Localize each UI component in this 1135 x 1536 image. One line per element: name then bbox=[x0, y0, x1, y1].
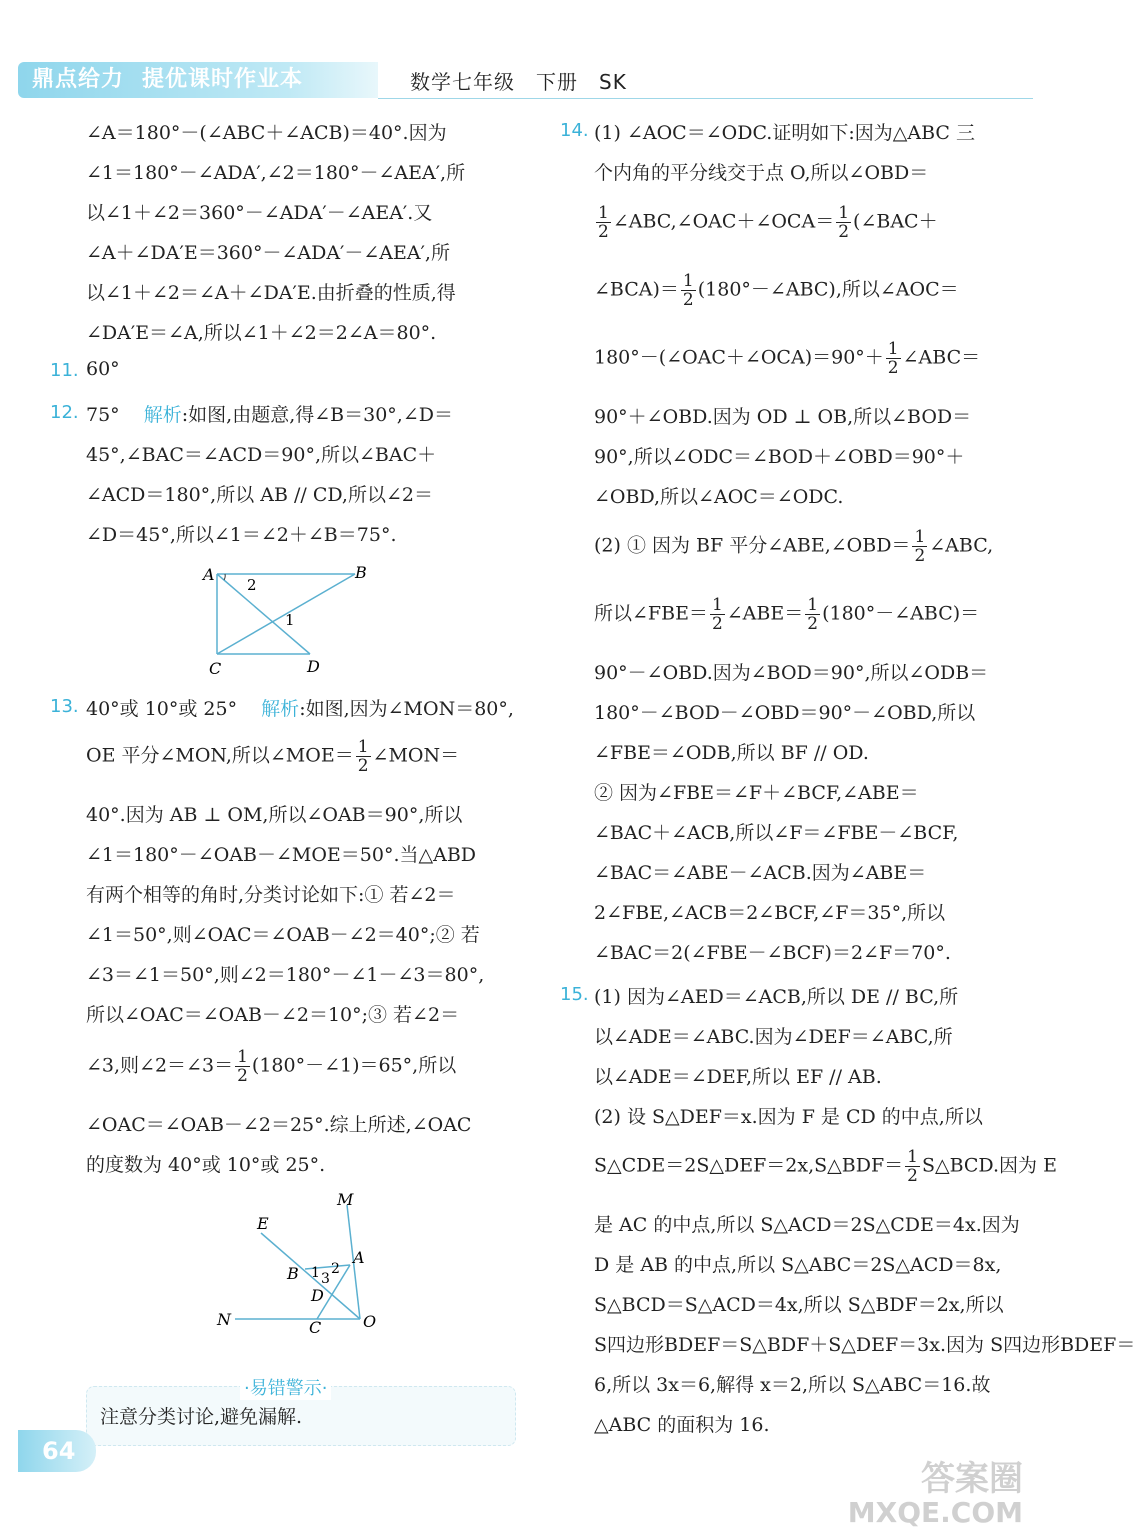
q15-line-6: 是 AC 的中点,所以 S△ACD＝2S△CDE＝4x.因为 bbox=[594, 1214, 1020, 1236]
q15-line-5 bbox=[594, 1148, 1057, 1185]
q14-line-11: 90°－∠OBD.因为∠BOD＝90°,所以∠ODB＝ bbox=[594, 662, 989, 684]
q13-line-9b: (180°－∠1)＝65°,所以 bbox=[251, 1054, 457, 1077]
fig12-label-b: B bbox=[355, 563, 367, 582]
q12-line-2: 45°,∠BAC＝∠ACD＝90°,所以∠BAC＋ bbox=[86, 444, 437, 466]
q14-line-4 bbox=[594, 272, 959, 309]
q10-line-3: 以∠1＋∠2＝360°－∠ADA′－∠AEA′.又 bbox=[86, 202, 433, 224]
q13-line-10: ∠OAC＝∠OAB－∠2＝25°.综上所述,∠OAC bbox=[86, 1114, 472, 1136]
watermark-line-1: 答案圈 bbox=[921, 1459, 1023, 1499]
q13-line-9a: ∠3,则∠2＝∠3＝ bbox=[86, 1054, 234, 1077]
fraction-half: $\frac{1}{2}$ bbox=[838, 203, 850, 242]
banner-brand: 鼎点给力 bbox=[32, 67, 125, 92]
fig12-label-c: C bbox=[209, 659, 222, 678]
fig13-label-1: 1 bbox=[311, 1265, 320, 1281]
q15-line-5a: S△CDE＝2S△DEF＝2x,S△BDF＝ bbox=[594, 1154, 904, 1177]
q14-line-6: 90°＋∠OBD.因为 OD ⊥ OB,所以∠BOD＝ bbox=[594, 406, 972, 428]
fig13-label-d: D bbox=[311, 1286, 324, 1305]
q14-line-8: ∠OBD,所以∠AOC＝∠ODC. bbox=[594, 486, 844, 508]
fraction-half: $\frac{1}{2}$ bbox=[887, 339, 899, 378]
warning-text: 注意分类讨论,避免漏解. bbox=[100, 1406, 303, 1428]
q14-line-3b: (∠BAC＋ bbox=[853, 210, 938, 233]
q14-line-13: ∠FBE＝∠ODB,所以 BF // OD. bbox=[594, 742, 869, 764]
q13-answer: 40°或 10°或 25° bbox=[86, 698, 238, 720]
q10-line-6: ∠DA′E＝∠A,所以∠1＋∠2＝2∠A＝80°. bbox=[86, 322, 437, 344]
q14-line-5 bbox=[594, 340, 980, 377]
header-divider bbox=[378, 98, 1033, 99]
q13-line-6: ∠1＝50°,则∠OAC＝∠OAB－∠2＝40°;② 若 bbox=[86, 924, 480, 946]
q14-line-10c: (180°－∠ABC)＝ bbox=[822, 602, 980, 625]
fig12-label-a: A bbox=[203, 565, 215, 584]
banner-subtitle: 提优课时作业本 bbox=[142, 67, 304, 92]
q10-line-2: ∠1＝180°－∠ADA′,∠2＝180°－∠AEA′,所 bbox=[86, 162, 466, 184]
q13-line-2 bbox=[86, 738, 459, 775]
q11-answer: 60° bbox=[86, 358, 120, 380]
q14-line-2: 个内角的平分线交于点 O,所以∠OBD＝ bbox=[594, 162, 929, 184]
q15-line-9: S四边形BDEF＝S△BDF＋S△DEF＝3x.因为 S四边形BDEF＝ bbox=[594, 1334, 1135, 1356]
fig12-label-d: D bbox=[307, 657, 320, 676]
q14-line-9a: (2) ① 因为 BF 平分∠ABE,∠OBD＝ bbox=[594, 534, 911, 557]
q12-line-4: ∠D＝45°,所以∠1＝∠2＋∠B＝75°. bbox=[86, 524, 397, 546]
q15-line-7: D 是 AB 的中点,所以 S△ABC＝2S△ACD＝8x, bbox=[594, 1254, 1002, 1276]
q14-line-10b: ∠ABE＝ bbox=[726, 602, 804, 625]
q14-line-9 bbox=[594, 528, 993, 565]
fig13-label-3: 3 bbox=[321, 1271, 330, 1287]
fraction-half: $\frac{1}{2}$ bbox=[598, 203, 609, 242]
fraction-half: $\frac{1}{2}$ bbox=[907, 1147, 918, 1186]
q13-first-line bbox=[86, 694, 514, 721]
q14-line-10 bbox=[594, 596, 979, 633]
q15-line-5b: S△BCD.因为 E bbox=[921, 1154, 1057, 1177]
q15-line-3: 以∠ADE＝∠DEF,所以 EF // AB. bbox=[594, 1066, 882, 1088]
q14-line-12: 180°－∠BOD－∠OBD＝90°－∠OBD,所以 bbox=[594, 702, 976, 724]
page-header bbox=[0, 0, 1033, 100]
q14-line-5b: ∠ABC＝ bbox=[902, 346, 981, 369]
q12-answer: 75° bbox=[86, 404, 120, 426]
q14-line-14: ② 因为∠FBE＝∠F＋∠BCF,∠ABE＝ bbox=[594, 782, 919, 804]
q15-line-10: 6,所以 3x＝6,解得 x＝2,所以 S△ABC＝16.故 bbox=[594, 1374, 991, 1396]
q14-line-3a: ∠ABC,∠OAC＋∠OCA＝ bbox=[612, 210, 835, 233]
q11-number: 11. bbox=[50, 360, 79, 381]
q15-line-4: (2) 设 S△DEF＝x.因为 F 是 CD 的中点,所以 bbox=[594, 1106, 983, 1128]
q14-line-5a: 180°－(∠OAC＋∠OCA)＝90°＋ bbox=[594, 346, 884, 369]
q12-analysis-label: 解析 bbox=[143, 404, 182, 426]
q13-figure bbox=[205, 1185, 405, 1335]
q13-line-9 bbox=[86, 1048, 456, 1085]
q15-line-8: S△BCD＝S△ACD＝4x,所以 S△BDF＝2x,所以 bbox=[594, 1294, 1004, 1316]
q13-analysis-label: 解析 bbox=[261, 698, 300, 720]
fraction-half: $\frac{1}{2}$ bbox=[357, 737, 369, 776]
q14-line-4a: ∠BCA)＝ bbox=[594, 278, 679, 301]
fig13-label-o: O bbox=[363, 1312, 377, 1331]
watermark-line-2: MXQE.COM bbox=[847, 1496, 1023, 1529]
q12-line-1: :如图,由题意,得∠B＝30°,∠D＝ bbox=[181, 404, 453, 426]
q15-line-1: (1) 因为∠AED＝∠ACB,所以 DE // BC,所 bbox=[594, 986, 959, 1008]
q12-number: 12. bbox=[50, 402, 79, 423]
fraction-half: $\frac{1}{2}$ bbox=[914, 527, 926, 566]
book-title: 数学七年级 下册 SK bbox=[410, 70, 627, 94]
fig13-label-m: M bbox=[337, 1190, 354, 1209]
watermark-logo bbox=[847, 1459, 1023, 1530]
q14-line-15: ∠BAC＋∠ACB,所以∠F＝∠FBE－∠BCF, bbox=[594, 822, 959, 844]
warning-title: ·易错警示· bbox=[240, 1374, 331, 1400]
q13-line-11: 的度数为 40°或 10°或 25°. bbox=[86, 1154, 326, 1176]
fig13-label-e: E bbox=[257, 1214, 269, 1233]
q14-line-18: ∠BAC＝2(∠FBE－∠BCF)＝2∠F＝70°. bbox=[594, 942, 951, 964]
fraction-half: $\frac{1}{2}$ bbox=[682, 271, 694, 310]
q13-line-4: ∠1＝180°－∠OAB－∠MOE＝50°.当△ABD bbox=[86, 844, 477, 866]
q14-line-16: ∠BAC＝∠ABE－∠ACB.因为∠ABE＝ bbox=[594, 862, 927, 884]
q13-line-8: 所以∠OAC＝∠OAB－∠2＝10°;③ 若∠2＝ bbox=[86, 1004, 460, 1026]
q14-line-9b: ∠ABC, bbox=[929, 534, 994, 557]
fig13-label-2: 2 bbox=[331, 1261, 340, 1277]
q10-line-1: ∠A＝180°－(∠ABC＋∠ACB)＝40°.因为 bbox=[86, 122, 447, 144]
angle-mark bbox=[224, 574, 225, 580]
fraction-half: $\frac{1}{2}$ bbox=[711, 595, 723, 634]
page-number: 64 bbox=[18, 1430, 96, 1472]
q13-line-5: 有两个相等的角时,分类讨论如下:① 若∠2＝ bbox=[86, 884, 456, 906]
q14-line-10a: 所以∠FBE＝ bbox=[594, 602, 708, 625]
fig13-label-a: A bbox=[353, 1248, 365, 1267]
q12-line-3: ∠ACD＝180°,所以 AB // CD,所以∠2＝ bbox=[86, 484, 433, 506]
q13-line-3: 40°.因为 AB ⊥ OM,所以∠OAB＝90°,所以 bbox=[86, 804, 463, 826]
q12-figure bbox=[195, 560, 385, 680]
fig12-label-1: 1 bbox=[285, 611, 295, 629]
q14-line-1: (1) ∠AOC＝∠ODC.证明如下:因为△ABC 三 bbox=[594, 122, 975, 144]
q15-line-2: 以∠ADE＝∠ABC.因为∠DEF＝∠ABC,所 bbox=[594, 1026, 953, 1048]
q15-number: 15. bbox=[560, 984, 589, 1005]
q10-line-4: ∠A＋∠DA′E＝360°－∠ADA′－∠AEA′,所 bbox=[86, 242, 450, 264]
q13-line-2b: ∠MON＝ bbox=[372, 744, 460, 767]
fig13-label-n: N bbox=[217, 1310, 231, 1329]
q13-line-2a: OE 平分∠MON,所以∠MOE＝ bbox=[86, 744, 354, 767]
q13-number: 13. bbox=[50, 696, 79, 717]
fraction-half: $\frac{1}{2}$ bbox=[807, 595, 819, 634]
q14-line-17: 2∠FBE,∠ACB＝2∠BCF,∠F＝35°,所以 bbox=[594, 902, 946, 924]
q14-number: 14. bbox=[560, 120, 589, 141]
series-banner bbox=[18, 62, 378, 98]
q13-line-1: :如图,因为∠MON＝80°, bbox=[299, 698, 514, 720]
fig13-label-c: C bbox=[309, 1318, 322, 1337]
line-ad bbox=[217, 574, 310, 654]
q12-first-line bbox=[86, 400, 453, 427]
q14-line-3 bbox=[594, 204, 938, 241]
q15-line-11: △ABC 的面积为 16. bbox=[594, 1414, 770, 1436]
q13-line-7: ∠3＝∠1＝50°,则∠2＝180°－∠1－∠3＝80°, bbox=[86, 964, 485, 986]
fig12-label-2: 2 bbox=[247, 576, 257, 594]
q14-line-7: 90°,所以∠ODC＝∠BOD＋∠OBD＝90°＋ bbox=[594, 446, 965, 468]
fig13-label-b: B bbox=[287, 1264, 299, 1283]
q14-line-4b: (180°－∠ABC),所以∠AOC＝ bbox=[697, 278, 959, 301]
fraction-half: $\frac{1}{2}$ bbox=[237, 1047, 248, 1086]
q10-line-5: 以∠1＋∠2＝∠A＋∠DA′E.由折叠的性质,得 bbox=[86, 282, 456, 304]
